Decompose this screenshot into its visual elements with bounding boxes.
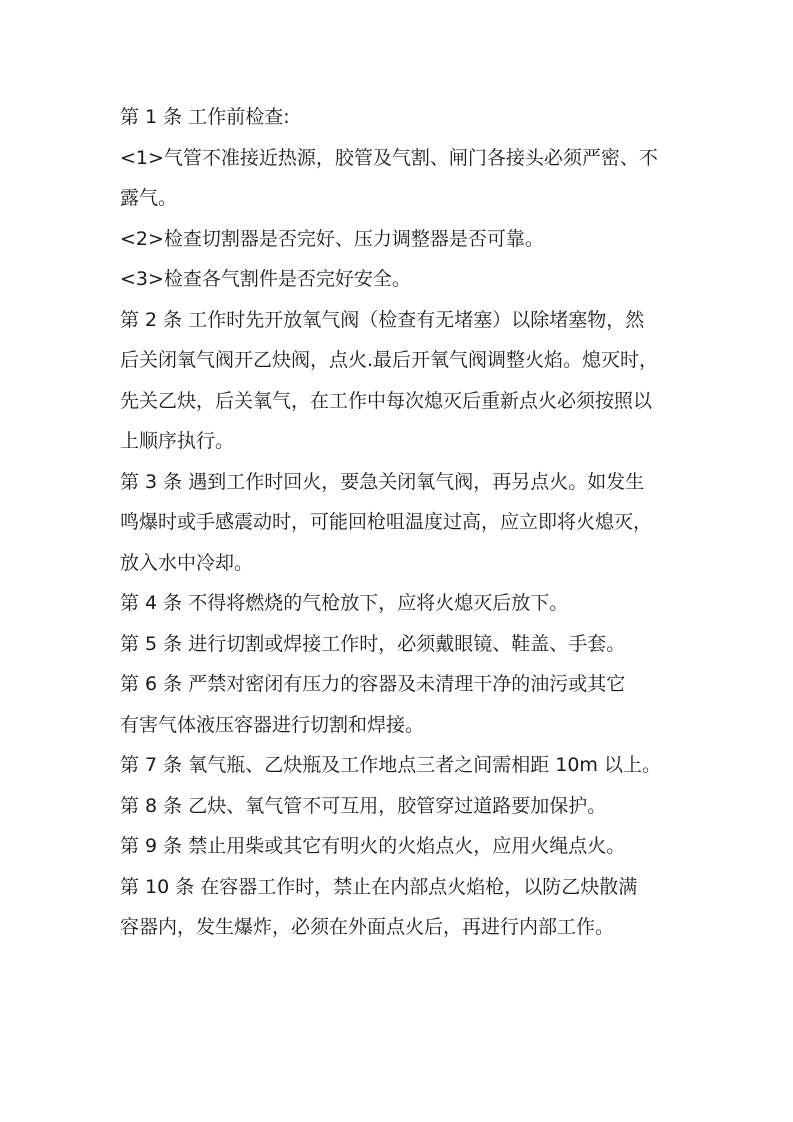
article-10-line-2: 容器内，发生爆炸，必须在外面点火后，再进行内部工作。 (120, 916, 615, 938)
article-1-item-3: <3>检查各气割件是否完好安全。 (120, 268, 411, 290)
article-1-heading: 第 1 条 工作前检查: (120, 106, 290, 128)
article-9: 第 9 条 禁止用柴或其它有明火的火焰点火，应用火绳点火。 (120, 835, 626, 857)
article-1-item-1-line-1: <1>气管不准接近热源，胶管及气割、闸门各接头必须严密、不 (120, 146, 658, 169)
document-body (120, 101, 695, 945)
article-2-line-4: 上顺序执行。 (120, 430, 235, 452)
article-6-line-2: 有害气体液压容器进行切割和焊接。 (120, 713, 425, 736)
article-3-line-3: 放入水中冷却。 (120, 551, 254, 574)
article-2-line-1: 第 2 条 工作时先开放氧气阀（检查有无堵塞）以除堵塞物，然 (120, 308, 645, 331)
article-3-line-2: 鸣爆时或手感震动时，可能回枪咀温度过高，应立即将火熄灭， (120, 511, 653, 533)
article-7: 第 7 条 氧气瓶、乙炔瓶及工作地点三者之间需相距 10m 以上。 (120, 754, 661, 776)
article-10-line-1: 第 10 条 在容器工作时，禁止在内部点火焰枪，以防乙炔散满 (120, 875, 638, 898)
article-2-line-2: 后关闭氧气阀开乙炔阀，点火.最后开氧气阀调整火焰。熄灭时， (120, 349, 659, 371)
article-5: 第 5 条 进行切割或焊接工作时，必须戴眼镜、鞋盖、手套。 (120, 632, 626, 655)
article-4: 第 4 条 不得将燃烧的气枪放下，应将火熄灭后放下。 (120, 592, 569, 614)
article-2-line-3: 先关乙炔，后关氧气，在工作中每次熄灭后重新点火必须按照以 (120, 389, 653, 412)
article-6-line-1: 第 6 条 严禁对密闭有压力的容器及未清理干净的油污或其它 (120, 673, 626, 695)
article-3-line-1: 第 3 条 遇到工作时回火，要急关闭氧气阀，再另点火。如发生 (120, 470, 645, 493)
article-8: 第 8 条 乙炔、氧气管不可互用，胶管穿过道路要加保护。 (120, 794, 607, 817)
article-1-item-1-line-2: 露气。 (120, 187, 178, 209)
article-1-item-2: <2>检查切割器是否完好、压力调整器是否可靠。 (120, 227, 544, 250)
